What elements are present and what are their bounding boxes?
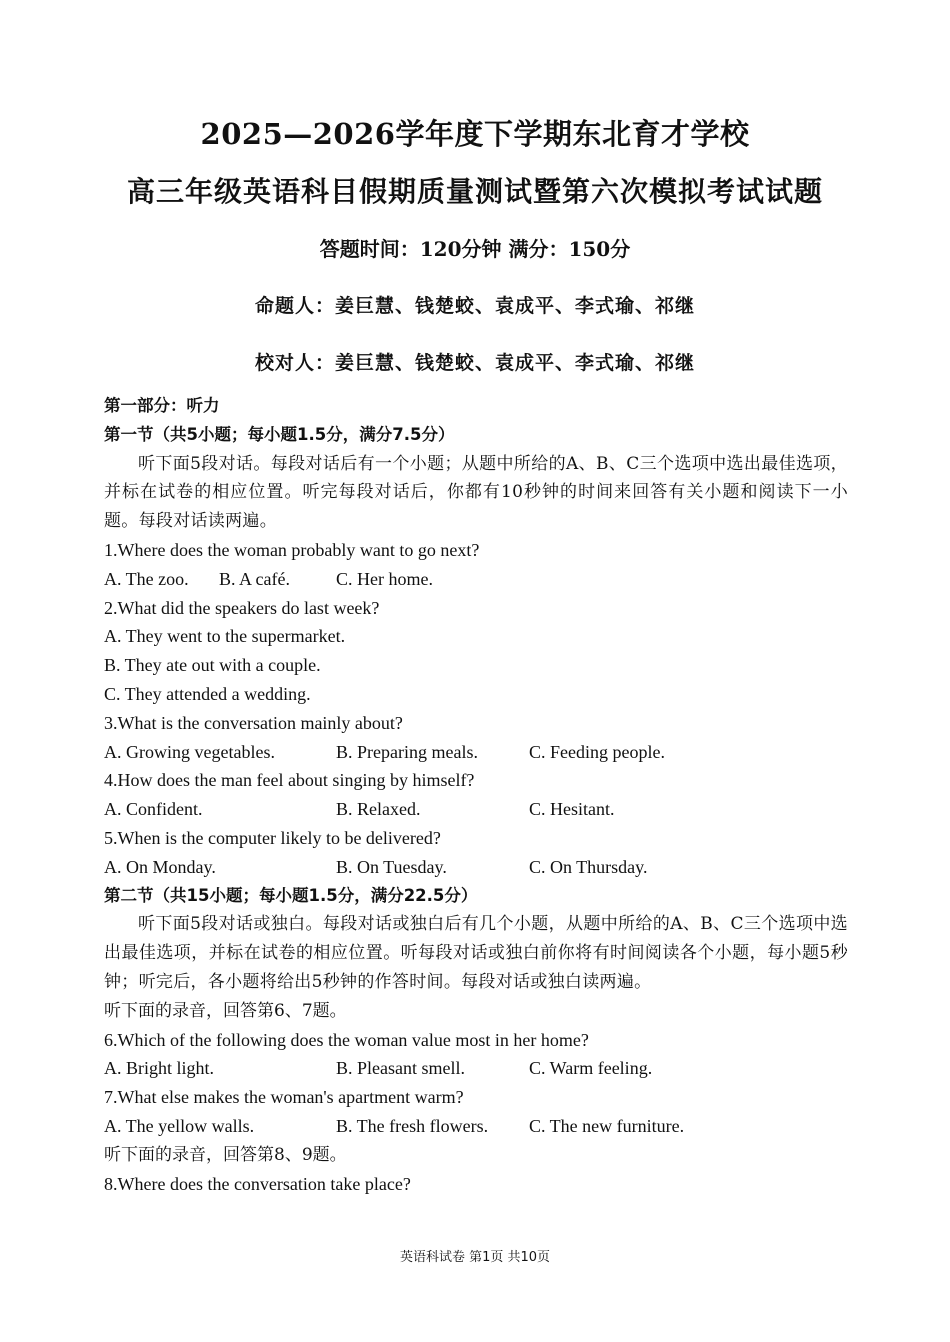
section2-title: 第二节（共15小题；每小题1.5分，满分22.5分） bbox=[104, 885, 478, 905]
question-2: 2.What did the speakers do last week? bbox=[104, 597, 380, 618]
exam-title-line1: 2025—2026学年度下学期东北育才学校 bbox=[200, 117, 750, 151]
question-1: 1.Where does the woman probably want to go next? bbox=[104, 539, 480, 560]
question-2-option-a: A. They went to the supermarket. bbox=[104, 626, 346, 647]
question-setters: 命题人：姜巨慧、钱楚蛟、袁成平、李式瑜、祁继 bbox=[254, 295, 695, 317]
option-b: B. On Tuesday. bbox=[336, 856, 447, 877]
section1-title: 第一节（共5小题；每小题1.5分，满分7.5分） bbox=[104, 424, 455, 444]
question-4-options bbox=[104, 795, 848, 824]
option-b: B. The fresh flowers. bbox=[336, 1115, 489, 1136]
question-2-option-c: C. They attended a wedding. bbox=[104, 683, 311, 704]
option-c: C. Feeding people. bbox=[529, 741, 665, 762]
option-c: C. Warm feeling. bbox=[529, 1058, 653, 1079]
question-4: 4.How does the man feel about singing by himself? bbox=[104, 770, 475, 791]
part1-title: 第一部分：听力 bbox=[104, 396, 220, 415]
option-a: A. Growing vegetables. bbox=[104, 741, 275, 762]
question-6: 6.Which of the following does the woman value most in her home? bbox=[104, 1029, 589, 1050]
option-b: B. Preparing meals. bbox=[336, 741, 478, 762]
option-c: C. Hesitant. bbox=[529, 799, 615, 820]
question-3-options bbox=[104, 738, 848, 767]
recording-cue-8-9: 听下面的录音，回答第8、9题。 bbox=[104, 1144, 347, 1165]
question-1-options bbox=[104, 565, 848, 594]
option-b: B. Pleasant smell. bbox=[336, 1058, 465, 1079]
section2-instructions: 听下面5段对话或独白。每段对话或独白后有几个小题，从题中所给的A、B、C三个选项中选出最佳选项，并标在试卷的相应位置。听每段对话或独白前你将有时间阅读各个小题，每小题5秒钟；听完后，各小题将给出5秒钟的作答时间。每段对话或独白读两遍。 bbox=[104, 914, 848, 992]
question-5-options bbox=[104, 853, 848, 882]
option-a: A. The zoo. bbox=[104, 568, 189, 589]
exam-title-line2: 高三年级英语科目假期质量测试暨第六次模拟考试试题 bbox=[126, 175, 823, 208]
option-b: B. Relaxed. bbox=[336, 799, 421, 820]
option-a: A. Bright light. bbox=[104, 1058, 215, 1079]
option-b: B. A café. bbox=[219, 568, 290, 589]
question-7-options bbox=[104, 1112, 848, 1141]
option-a: A. Confident. bbox=[104, 799, 203, 820]
question-2-option-b: B. They ate out with a couple. bbox=[104, 655, 321, 676]
exam-body bbox=[104, 392, 848, 1198]
question-6-options bbox=[104, 1054, 848, 1083]
question-8: 8.Where does the conversation take place? bbox=[104, 1173, 411, 1194]
section1-instructions: 听下面5段对话。每段对话后有一个小题；从题中所给的A、B、C三个选项中选出最佳选项，并标在试卷的相应位置。听完每段对话后，你都有10秒钟的时间来回答有关小题和阅读下一小题。每段对话读两遍。 bbox=[104, 453, 848, 532]
option-a: A. On Monday. bbox=[104, 856, 216, 877]
option-a: A. The yellow walls. bbox=[104, 1115, 255, 1136]
question-5: 5.When is the computer likely to be delivered? bbox=[104, 827, 441, 848]
page-footer: 英语科试卷 第1页 共10页 bbox=[399, 1250, 551, 1265]
option-c: C. Her home. bbox=[336, 568, 433, 589]
option-c: C. The new furniture. bbox=[529, 1115, 685, 1136]
question-3: 3.What is the conversation mainly about? bbox=[104, 712, 403, 733]
question-7: 7.What else makes the woman's apartment warm? bbox=[104, 1087, 464, 1108]
option-c: C. On Thursday. bbox=[529, 856, 648, 877]
recording-cue-6-7: 听下面的录音，回答第6、7题。 bbox=[104, 1000, 347, 1021]
time-and-score: 答题时间：120分钟 满分：150分 bbox=[319, 237, 631, 261]
proofreaders: 校对人：姜巨慧、钱楚蛟、袁成平、李式瑜、祁继 bbox=[254, 352, 695, 374]
